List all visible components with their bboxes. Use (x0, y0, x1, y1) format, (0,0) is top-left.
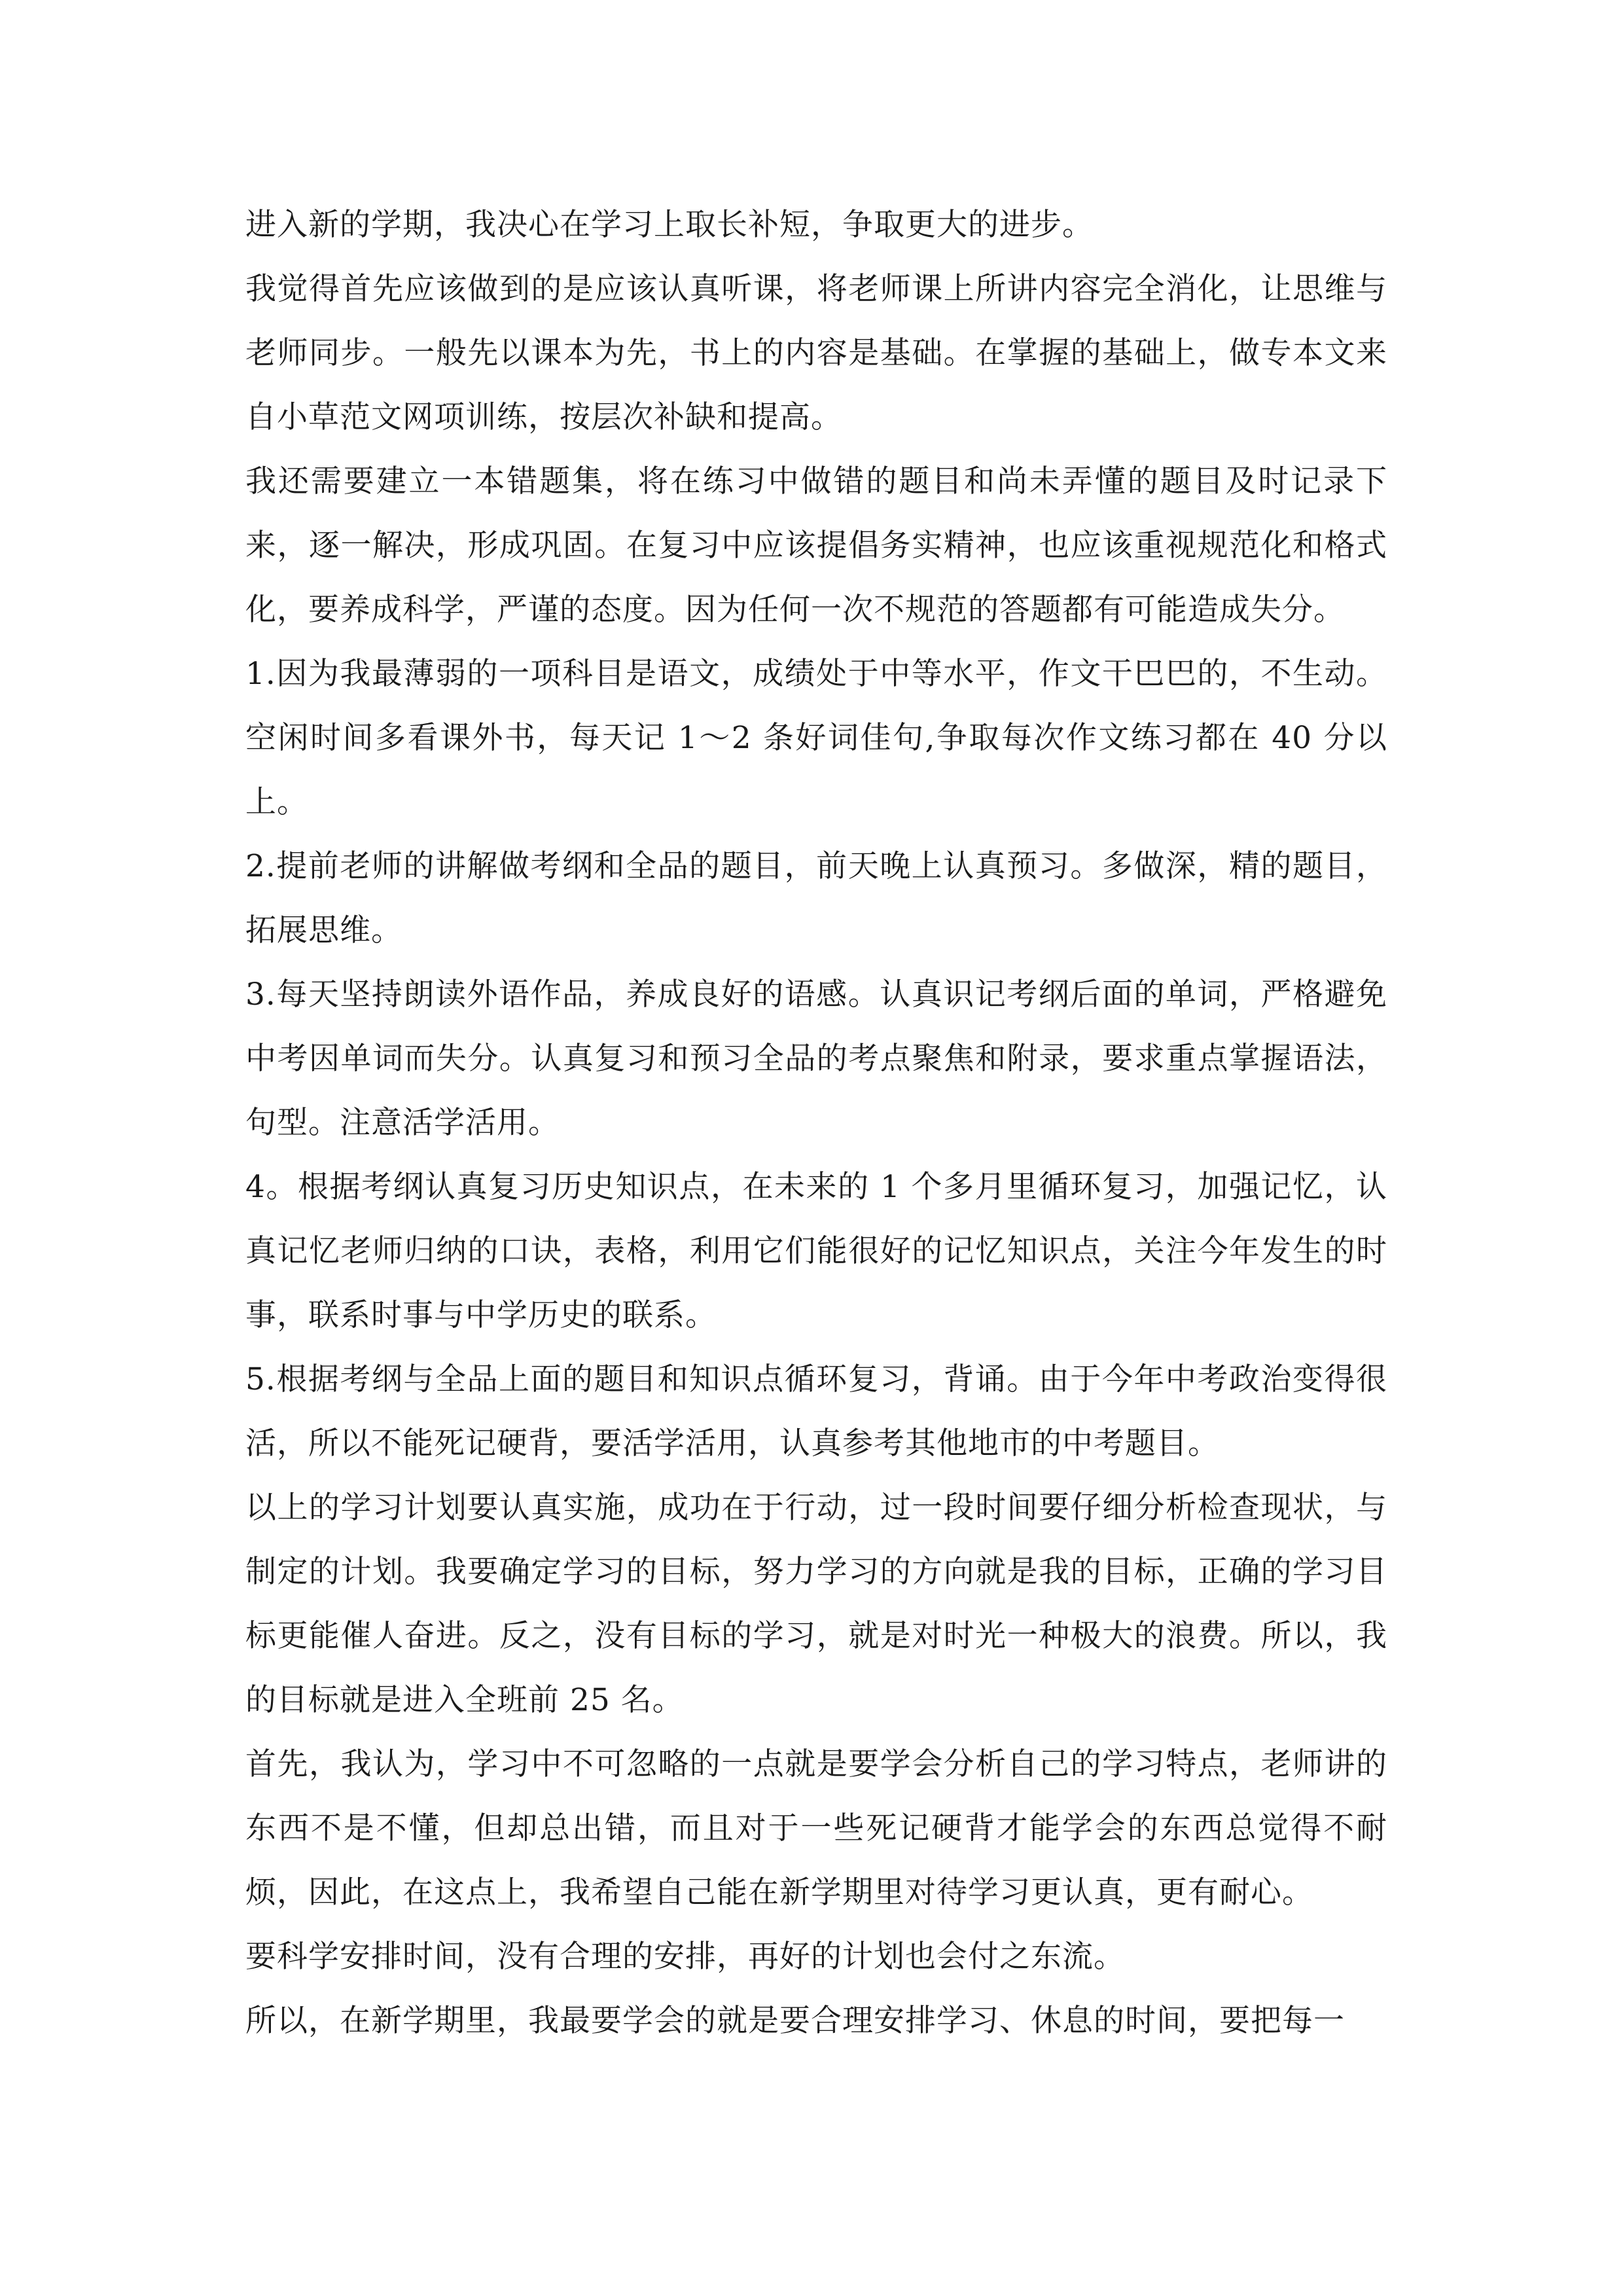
paragraph-item-5-politics: 5.根据考纲与全品上面的题目和知识点循环复习，背诵。由于今年中考政治变得很活，所以不能死记硬背，要活学活用，认真参考其他地市的中考题目。 (245, 1361, 1387, 1462)
paragraph-time-schedule: 要科学安排时间，没有合理的安排，再好的计划也会付之东流。 (245, 1939, 1125, 1975)
paragraph-item-2-math: 2.提前老师的讲解做考纲和全品的题目，前天晚上认真预习。多做深，精的题目，拓展思维。 (245, 848, 1387, 948)
paragraph-error-notebook: 我还需要建立一本错题集，将在练习中做错的题目和尚未弄懂的题目及时记录下来，逐一解决，形成巩固。在复习中应该提倡务实精神，也应该重视规范化和格式化，要养成科学，严谨的态度。因为任何一次不规范的答题都有可能造成失分。 (245, 463, 1387, 628)
paragraph-intro: 进入新的学期，我决心在学习上取长补短，争取更大的进步。 (245, 207, 1094, 243)
paragraph-item-4-history: 4。根据考纲认真复习历史知识点，在未来的 1 个多月里循环复习，加强记忆，认真记忆老师归纳的口诀，表格，利用它们能很好的记忆知识点，关注今年发生的时事，联系时事与中学历史的联系。 (245, 1169, 1387, 1333)
paragraph-listening: 我觉得首先应该做到的是应该认真听课，将老师课上所讲内容完全消化，让思维与老师同步。一般先以课本为先，书上的内容是基础。在掌握的基础上，做专本文来自小草范文网项训练，按层次补缺和提高。 (245, 271, 1387, 435)
paragraph-closing: 所以，在新学期里，我最要学会的就是要合理安排学习、休息的时间，要把每一 (245, 2003, 1345, 2039)
paragraph-goal: 以上的学习计划要认真实施，成功在于行动，过一段时间要仔细分析检查现状，与制定的计划。我要确定学习的目标，努力学习的方向就是我的目标，正确的学习目标更能催人奋进。反之，没有目标的学习，就是对时光一种极大的浪费。所以，我的目标就是进入全班前 25 名。 (245, 1490, 1387, 1718)
paragraph-item-3-english: 3.每天坚持朗读外语作品，养成良好的语感。认真识记考纲后面的单词，严格避免中考因单词而失分。认真复习和预习全品的考点聚焦和附录，要求重点掌握语法，句型。注意活学活用。 (245, 977, 1387, 1141)
document-body (245, 193, 1387, 2053)
paragraph-item-1-chinese: 1.因为我最薄弱的一项科目是语文，成绩处于中等水平，作文干巴巴的，不生动。空闲时间多看课外书，每天记 1～2 条好词佳句,争取每次作文练习都在 40 分以上。 (245, 656, 1387, 820)
paragraph-self-analysis: 首先，我认为，学习中不可忽略的一点就是要学会分析自己的学习特点，老师讲的东西不是不懂，但却总出错，而且对于一些死记硬背才能学会的东西总觉得不耐烦，因此，在这点上，我希望自己能在新学期里对待学习更认真，更有耐心。 (245, 1746, 1387, 1910)
